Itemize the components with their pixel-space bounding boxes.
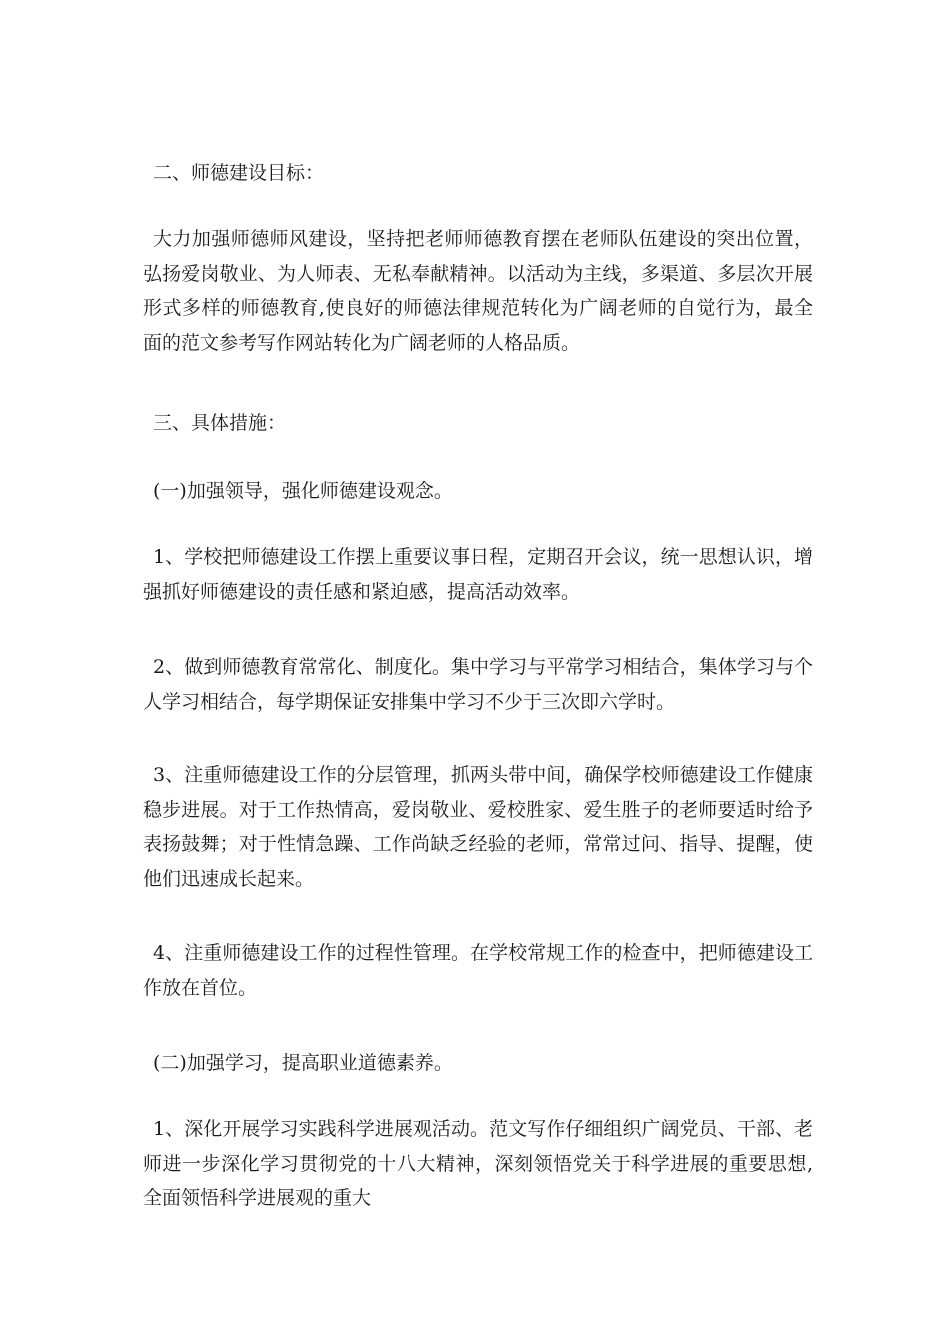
- paragraph-goals-body: 大力加强师德师风建设，坚持把老师师德教育摆在老师队伍建设的突出位置，弘扬爱岗敬业、为人师表、无私奉献精神。以活动为主线，多渠道、多层次开展形式多样的师德教育,使良好的师德法律规范转化为广阔老师的自觉行为，最全面的范文参考写作网站转化为广阔老师的人格品质。: [143, 228, 813, 354]
- paragraph-study-item-1: 1、深化开展学习实践科学进展观活动。范文写作仔细组织广阔党员、干部、老师进一步深化学习贯彻党的十八大精神，深刻领悟党关于科学进展的重要思想,全面领悟科学进展观的重大: [143, 1118, 813, 1209]
- paragraph-item-3: 3、注重师德建设工作的分层管理，抓两头带中间，确保学校师德建设工作健康稳步进展。对于工作热情高，爱岗敬业、爱校胜家、爱生胜子的老师要适时给予表扬鼓舞；对于性情急躁、工作尚缺乏经验的老师，常常过问、指导、提醒，使他们迅速成长起来。: [143, 764, 813, 890]
- subheading-leadership: (一)加强领导，强化师德建设观念。: [153, 480, 453, 502]
- paragraph-item-1: 1、学校把师德建设工作摆上重要议事日程，定期召开会议，统一思想认识，增强抓好师德建设的责任感和紧迫感，提高活动效率。: [143, 546, 813, 603]
- subheading-study: (二)加强学习，提高职业道德素养。: [153, 1052, 453, 1074]
- section-heading-goals: 二、师德建设目标：: [153, 162, 325, 184]
- paragraph-item-4: 4、注重师德建设工作的过程性管理。在学校常规工作的检查中，把师德建设工作放在首位。: [143, 942, 813, 999]
- section-heading-measures: 三、具体措施：: [153, 412, 287, 434]
- paragraph-item-2: 2、做到师德教育常常化、制度化。集中学习与平常学习相结合，集体学习与个人学习相结合，每学期保证安排集中学习不少于三次即六学时。: [143, 656, 813, 713]
